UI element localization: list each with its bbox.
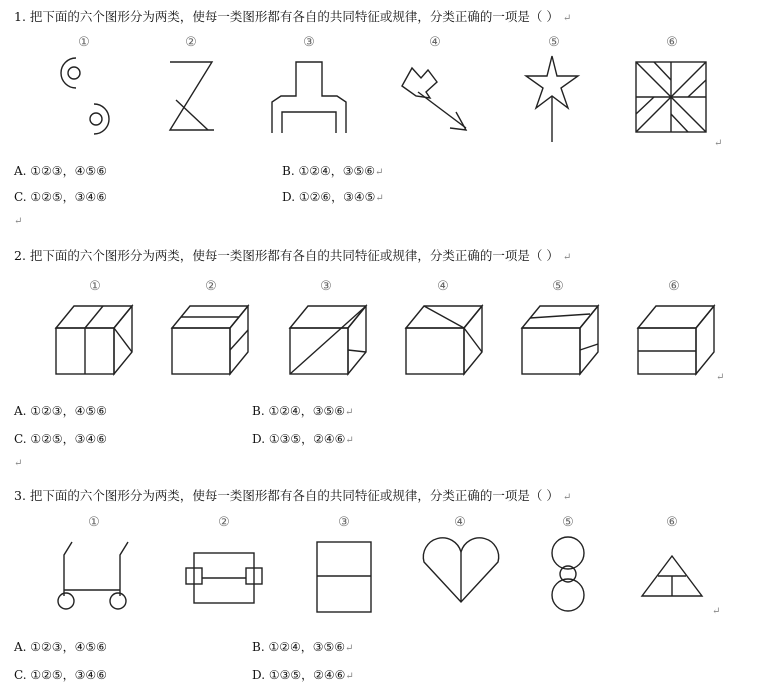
q3-label-4: ④ [454, 515, 466, 530]
q1-figure-2 [170, 62, 214, 130]
q1-figure-5 [526, 56, 578, 142]
q3-figure-6 [642, 556, 702, 596]
q3-option-a[interactable]: A. ①②③，④⑤⑥ [14, 640, 107, 654]
q2-label-4: ④ [437, 279, 449, 294]
q2-figure-1 [56, 306, 132, 374]
q2-option-c[interactable]: C. ①②⑤，③④⑥ [14, 432, 107, 446]
q1-label-6: ⑥ [666, 35, 678, 50]
q3-figure-3 [317, 542, 371, 612]
return-mark: ↵ [712, 606, 721, 617]
q3-figure-2 [186, 553, 262, 603]
q2-label-2: ② [205, 279, 217, 294]
return-mark: ↵ [714, 138, 723, 149]
q1-figure-3 [272, 62, 346, 133]
q1-option-d[interactable]: D. ①②⑥，③④⑤↵ [282, 190, 384, 204]
q3-figure-4 [423, 538, 498, 602]
q3-label-5: ⑤ [562, 515, 574, 530]
q3-label-1: ① [88, 515, 100, 530]
q2-figure-6 [638, 306, 714, 374]
q3-figure-5 [552, 537, 584, 611]
q3-label-6: ⑥ [666, 515, 678, 530]
q2-label-6: ⑥ [668, 279, 680, 294]
q2-label-3: ③ [320, 279, 332, 294]
question-2-title: 2. 把下面的六个图形分为两类，使每一类图形都有各自的共同特征或规律，分类正确的一项是（ ） ↵ [14, 248, 572, 263]
return-mark: ↵ [14, 458, 23, 469]
q1-label-1: ① [78, 35, 90, 50]
q1-label-2: ② [185, 35, 197, 50]
q2-label-1: ① [89, 279, 101, 294]
q2-option-b[interactable]: B. ①②④，③⑤⑥↵ [252, 404, 354, 418]
q1-option-a[interactable]: A. ①②③，④⑤⑥ [14, 164, 107, 178]
q2-figure-5 [522, 306, 598, 374]
q1-figure-4 [402, 68, 466, 130]
return-mark: ↵ [716, 372, 725, 383]
q2-option-d[interactable]: D. ①③⑤，②④⑥↵ [252, 432, 354, 446]
q3-option-d[interactable]: D. ①③⑤，②④⑥↵ [252, 668, 354, 682]
question-1-title: 1. 把下面的六个图形分为两类，使每一类图形都有各自的共同特征或规律，分类正确的一项是（ ） ↵ [14, 9, 572, 24]
return-mark: ↵ [14, 216, 23, 227]
q3-figure-1 [58, 542, 128, 609]
q2-label-5: ⑤ [552, 279, 564, 294]
q1-figure-6 [636, 62, 706, 132]
q3-option-b[interactable]: B. ①②④，③⑤⑥↵ [252, 640, 354, 654]
q1-label-4: ④ [429, 35, 441, 50]
q3-label-2: ② [218, 515, 230, 530]
q1-label-3: ③ [303, 35, 315, 50]
q2-figure-4 [406, 306, 482, 374]
q1-option-b[interactable]: B. ①②④，③⑤⑥↵ [282, 164, 384, 178]
q2-figure-2 [172, 306, 248, 374]
q1-figure-1 [61, 58, 109, 134]
q2-figure-3 [290, 306, 366, 374]
question-3-title: 3. 把下面的六个图形分为两类，使每一类图形都有各自的共同特征或规律，分类正确的一项是（ ） ↵ [14, 488, 572, 503]
q3-label-3: ③ [338, 515, 350, 530]
q2-option-a[interactable]: A. ①②③，④⑤⑥ [14, 404, 107, 418]
q1-option-c[interactable]: C. ①②⑤，③④⑥ [14, 190, 107, 204]
q1-label-5: ⑤ [548, 35, 560, 50]
q3-option-c[interactable]: C. ①②⑤，③④⑥ [14, 668, 107, 682]
